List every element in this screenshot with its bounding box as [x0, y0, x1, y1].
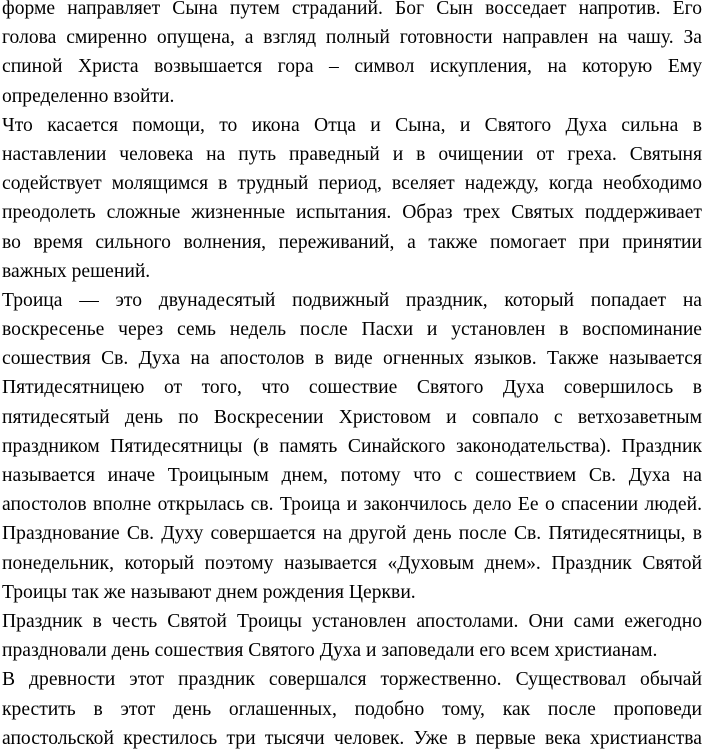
paragraph [2, 111, 702, 286]
text-line: понедельник, который поэтому называется «Духовым днем». Праздник Святой [2, 552, 702, 574]
paragraph [2, 0, 702, 111]
text-line: определенно взойти. [2, 85, 175, 107]
text-line: содействует молящимся в трудный период, вселяет надежду, когда необходимо [2, 173, 702, 195]
text-line: форме направляет Сына путем страданий. Бог Сын восседает напротив. Его [2, 0, 702, 19]
text-line: важных решений. [2, 260, 151, 282]
text-line: апостольской крестилось три тысячи человек. Уже в первые века христианства [2, 727, 702, 749]
text-line: преодолеть сложные жизненные испытания. Образ трех Святых поддерживает [2, 202, 702, 224]
paragraph [2, 607, 702, 665]
text-line: называется иначе Троицыным днем, потому что с сошествием Св. Духа на [2, 465, 702, 486]
text-line: пятидесятый день по Воскресении Христовом и совпало с ветхозаветным [2, 406, 702, 428]
text-line: апостолов вполне открылась св. Троица и закончилось дело Ее о спасении людей. [2, 494, 702, 516]
text-line: В древности этот праздник совершался торжественно. Существовал обычай [2, 669, 702, 691]
text-line: Троица — это двунадесятый подвижный праздник, который попадает на [2, 289, 702, 311]
document-body [2, 0, 702, 753]
text-line: Празднование Св. Духу совершается на другой день после Св. Пятидесятницы, в [2, 523, 702, 545]
text-line: крестить в этот день оглашенных, подобно тому, как после проповеди [2, 698, 702, 720]
text-line: праздновали день сошествия Святого Духа и заповедали его всем христианам. [2, 640, 658, 662]
document-page [2, 0, 702, 753]
text-line: воскресенье через семь недель после Пасхи и установлен в воспоминание [2, 319, 702, 341]
text-line: во время сильного волнения, переживаний, а также помогает при принятии [2, 231, 702, 253]
text-line: Троицы так же называют днем рождения Церкви. [2, 581, 416, 603]
text-line: сошествия Св. Духа на апостолов в виде огненных языков. Также называется [2, 348, 702, 370]
paragraph [2, 286, 702, 607]
text-line: спиной Христа возвышается гора – символ искупления, на которую Ему [2, 56, 702, 78]
text-line: Что касается помощи, то икона Отца и Сына, и Святого Духа сильна в [2, 114, 702, 136]
text-line: праздником Пятидесятницы (в память Синайского законодательства). Праздник [2, 435, 702, 457]
text-line: голова смиренно опущена, а взгляд полный готовности направлен на чашу. За [2, 27, 702, 49]
text-line: Пятидесятницею от того, что сошествие Святого Духа совершилось в [2, 377, 702, 399]
text-line: наставлении человека на путь праведный и в очищении от греха. Святыня [2, 143, 702, 165]
paragraph [2, 665, 702, 753]
text-line: Праздник в честь Святой Троицы установлен апостолами. Они сами ежегодно [2, 610, 702, 632]
